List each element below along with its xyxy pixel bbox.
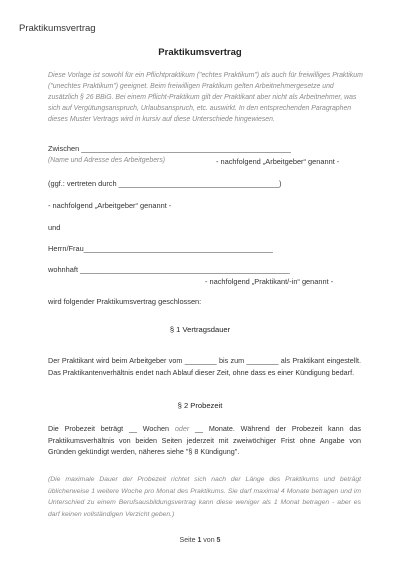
- intern-role: - nachfolgend „Praktikant/-in“ genannt -: [205, 277, 334, 286]
- document-header: Praktikumsvertrag: [19, 23, 96, 34]
- intro-note: Diese Vorlage ist sowohl für ein Pflichtpraktikum ("echtes Praktikum") als auch für freiwilliges Praktikum ("unechtes Praktikum") geeignet. Beim freiwilligen Praktikum gelten Arbeitnehmergesetze und zusätzlich § 26 BBiG. Bei einem Pflicht-Praktikum gilt der Praktikant aber nicht als Arbeitnehmer, was sich auf Vergütungsanspruch, Urlaubsanspruch, etc. auswirkt. In den entsprechenden Paragraphen dieses Muster Vertrags wird in kursiv auf diese Unterschiede hingewiesen.: [48, 72, 363, 123]
- represented-by-line: (ggf.: vertreten durch _______________________________________): [48, 179, 282, 188]
- section-1-text: Der Praktikant wird beim Arbeitgeber vom ________ bis zum ________ als Praktikant eingestellt. Das Praktikantenverhältnis endet nach Ablauf dieser Zeit, ohne dass es einer Kündigung bedarf.: [48, 356, 361, 377]
- section-2-text-a: Die Probezeit beträgt __ Wochen: [48, 424, 175, 433]
- footer-total: 5: [216, 537, 221, 544]
- employer-role-2: - nachfolgend „Arbeitgeber“ genannt -: [48, 201, 172, 210]
- section-2-oder: oder: [174, 424, 190, 433]
- employer-hint: (Name und Adresse des Arbeitgebers): [48, 157, 166, 164]
- and-label: und: [48, 223, 61, 232]
- intern-name-line: Herrn/Frau______________________________________________: [48, 244, 273, 253]
- section-2-heading: § 2 Probezeit: [177, 401, 223, 410]
- section-2-note: (Die maximale Dauer der Probezeit richtet sich nach der Länge des Praktikums und beträgt üblicherweise 1 weitere Woche pro Monat des Praktikums. Sie darf maximal 4 Monate betragen und im Unterschied zu einem Berufsausbildungsvertrag kann diese weniger als 1 Monat betragen - aber es darf keinen vollständigen Verzicht geben.): [48, 476, 361, 518]
- section-1-heading: § 1 Vertragsdauer: [169, 325, 231, 334]
- page-title: Praktikumsvertrag: [158, 47, 242, 58]
- section-2-text: [48, 423, 361, 458]
- employer-role: - nachfolgend „Arbeitgeber“ genannt -: [216, 157, 340, 166]
- footer-prefix: Seite: [179, 537, 198, 544]
- contract-concluded: wird folgender Praktikumsvertrag geschlossen:: [48, 297, 202, 306]
- residence-line: wohnhaft ___________________________________________________: [48, 265, 290, 274]
- section-2-text-b: __ Monate. Während der Probezeit kann das Praktikumsverhältnis von beiden Seiten jederzeit mit zweiwöchiger Frist ohne Angabe von Gründen gekündigt werden, näheres siehe "§ 8 Kündigung".: [48, 424, 361, 456]
- footer-page: 1: [197, 537, 202, 544]
- footer-mid: von: [201, 537, 217, 544]
- page-footer: [0, 537, 400, 544]
- between-line: Zwischen ___________________________________________________: [48, 144, 291, 153]
